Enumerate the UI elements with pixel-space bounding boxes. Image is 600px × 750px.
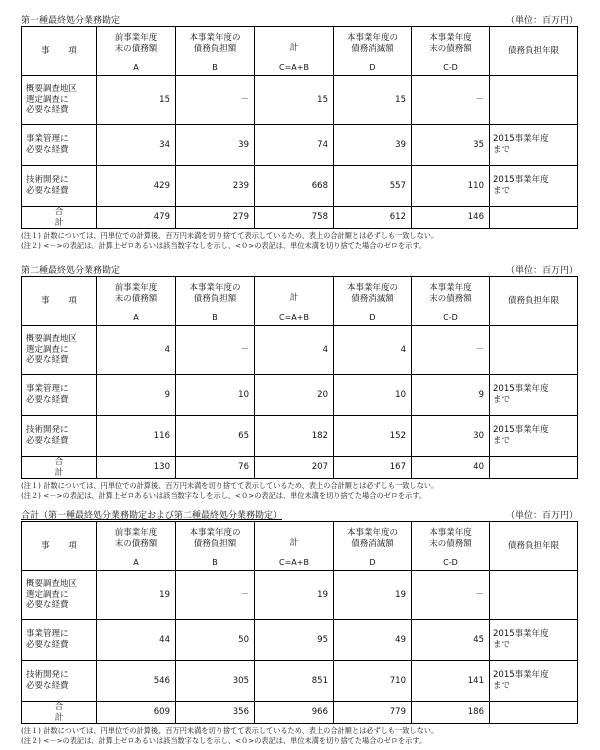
cell-limit: 2015事業年度 まで [490,375,578,416]
total-row [22,702,578,724]
cell-e: 35 [412,125,490,166]
header-item: 事 項 [22,522,97,571]
total-c: 966 [255,702,334,724]
header-row [22,27,578,76]
cell-e: 9 [412,375,490,416]
total-label: 合 計 [22,207,97,229]
cell-e: 141 [412,661,490,702]
cell-limit [490,571,578,620]
total-e: 40 [412,457,490,479]
cell-c: 74 [255,125,334,166]
section-title: 第一種最終処分業務勘定 [21,16,121,26]
header-col-b-key: B [212,558,218,567]
cell-b: － [176,326,255,375]
row-label: 事業管理に 必要な経費 [22,375,97,416]
footnotes [21,231,581,251]
header-col-f-label: 債務負担年限 [507,540,559,551]
header-col-a-key: A [133,558,139,567]
header-col-e [412,27,490,76]
cell-a: 4 [97,326,176,375]
cell-e: 45 [412,620,490,661]
header-col-a-label: 前事業年度 末の債務額 [114,283,158,304]
header-col-e-label: 本事業年度 末の債務額 [429,528,472,549]
header-col-c [255,27,334,76]
header-col-d-key: D [369,63,376,72]
table-row [22,76,578,125]
header-col-a-label: 前事業年度 末の債務額 [114,528,158,549]
total-a: 479 [97,207,176,229]
cell-b: 10 [176,375,255,416]
header-col-f [490,277,578,326]
cell-e: 110 [412,166,490,207]
header-col-a-key: A [133,313,139,322]
header-col-b-key: B [212,63,218,72]
cell-e: － [412,326,490,375]
total-e: 146 [412,207,490,229]
cell-b: － [176,571,255,620]
section-account-2 [21,264,581,501]
cell-b: 305 [176,661,255,702]
header-col-d-key: D [369,313,376,322]
cell-d: 152 [334,416,412,457]
section-account-combined [21,509,581,746]
cell-d: 39 [334,125,412,166]
row-label: 概要調査地区 選定調査に 必要な経費 [22,76,97,125]
cell-a: 546 [97,661,176,702]
footnote-1: (注１) 計数については、円単位での計算後、百万円未満を切り捨てて表示しているため、表上の合計額とは必ずしも一致しない。 [21,231,439,241]
cell-d: 10 [334,375,412,416]
total-b: 76 [176,457,255,479]
header-col-c-label: 計 [289,537,299,548]
debt-table [21,276,578,479]
total-c: 758 [255,207,334,229]
cell-c: 19 [255,571,334,620]
header-col-b-label: 本事業年度の 債務負担額 [189,33,241,54]
debt-table [21,26,578,229]
cell-a: 44 [97,620,176,661]
section-header [21,264,581,276]
cell-d: 15 [334,76,412,125]
header-item: 事 項 [22,27,97,76]
table-row [22,125,578,166]
footnote-1: (注１) 計数については、円単位での計算後、百万円未満を切り捨てて表示しているため、表上の合計額とは必ずしも一致しない。 [21,726,439,736]
header-col-c-key: C=A+B [279,558,309,567]
section-title: 第二種最終処分業務勘定 [21,266,121,276]
header-col-c-label: 計 [289,292,299,303]
header-col-f [490,27,578,76]
header-col-a-key: A [133,63,139,72]
header-col-f-label: 債務負担年限 [507,45,559,56]
table-row [22,416,578,457]
cell-e: － [412,571,490,620]
cell-limit: 2015事業年度 まで [490,166,578,207]
total-c: 207 [255,457,334,479]
cell-c: 15 [255,76,334,125]
cell-d: 710 [334,661,412,702]
cell-limit [490,76,578,125]
cell-a: 34 [97,125,176,166]
footnote-2: (注２) <－>の表記は、計算上ゼロあるいは該当数字なしを示し、<０>の表記は、単位未満を切り捨てた場合のゼロを示す。 [21,736,427,746]
cell-c: 182 [255,416,334,457]
header-col-e-label: 本事業年度 末の債務額 [429,33,472,54]
footnotes [21,726,581,746]
header-col-c [255,522,334,571]
cell-a: 19 [97,571,176,620]
header-col-e-key: C-D [443,63,458,72]
header-item: 事 項 [22,277,97,326]
header-col-d-label: 本事業年度の 債務消滅額 [346,283,398,304]
cell-b: 239 [176,166,255,207]
header-col-a-label: 前事業年度 末の債務額 [114,33,158,54]
header-col-e-key: C-D [443,558,458,567]
cell-c: 668 [255,166,334,207]
total-label: 合 計 [22,702,97,724]
table-row [22,166,578,207]
header-col-a [97,27,176,76]
unit-label: （単位：百万円） [505,16,578,26]
section-header [21,14,581,26]
header-col-c-label: 計 [289,42,299,53]
cell-limit: 2015事業年度 まで [490,661,578,702]
cell-c: 95 [255,620,334,661]
section-account-1 [21,14,581,251]
header-col-c-key: C=A+B [279,63,309,72]
row-label: 技術開発に 必要な経費 [22,661,97,702]
total-row [22,207,578,229]
cell-d: 49 [334,620,412,661]
header-col-a [97,522,176,571]
header-col-d [334,27,412,76]
total-label: 合 計 [22,457,97,479]
cell-limit: 2015事業年度 まで [490,620,578,661]
total-b: 279 [176,207,255,229]
cell-c: 4 [255,326,334,375]
table-row [22,375,578,416]
section-header [21,509,581,521]
cell-d: 19 [334,571,412,620]
header-col-b [176,277,255,326]
header-col-b-label: 本事業年度の 債務負担額 [189,528,241,549]
footnote-2: (注２) <－>の表記は、計算上ゼロあるいは該当数字なしを示し、<０>の表記は、単位未満を切り捨てた場合のゼロを示す。 [21,491,427,501]
table-row [22,571,578,620]
header-col-d-key: D [369,558,376,567]
header-col-d [334,522,412,571]
cell-e: 30 [412,416,490,457]
header-col-f-label: 債務負担年限 [507,295,559,306]
header-col-a [97,277,176,326]
header-col-b-key: B [212,313,218,322]
header-col-f [490,522,578,571]
cell-e: － [412,76,490,125]
row-label: 事業管理に 必要な経費 [22,125,97,166]
total-d: 167 [334,457,412,479]
cell-c: 851 [255,661,334,702]
cell-limit: 2015事業年度 まで [490,416,578,457]
header-col-c [255,277,334,326]
header-col-e [412,522,490,571]
header-col-b [176,27,255,76]
cell-a: 116 [97,416,176,457]
cell-d: 4 [334,326,412,375]
unit-label: （単位：百万円） [505,266,578,276]
header-col-d-label: 本事業年度の 債務消滅額 [346,528,398,549]
total-a: 609 [97,702,176,724]
header-col-d [334,277,412,326]
cell-c: 20 [255,375,334,416]
cell-a: 429 [97,166,176,207]
unit-label: （単位：百万円） [505,511,578,521]
row-label: 事業管理に 必要な経費 [22,620,97,661]
cell-limit: 2015事業年度 まで [490,125,578,166]
section-title: 合計（第一種最終処分業務勘定および第二種最終処分業務勘定） [21,511,283,521]
header-col-b-label: 本事業年度の 債務負担額 [189,283,241,304]
cell-b: － [176,76,255,125]
cell-limit [490,326,578,375]
total-a: 130 [97,457,176,479]
row-label: 技術開発に 必要な経費 [22,416,97,457]
header-col-c-key: C=A+B [279,313,309,322]
total-b: 356 [176,702,255,724]
cell-b: 50 [176,620,255,661]
total-d: 779 [334,702,412,724]
footnote-2: (注２) <－>の表記は、計算上ゼロあるいは該当数字なしを示し、<０>の表記は、単位未満を切り捨てた場合のゼロを示す。 [21,241,427,251]
footnote-1: (注１) 計数については、円単位での計算後、百万円未満を切り捨てて表示しているため、表上の合計額とは必ずしも一致しない。 [21,481,439,491]
table-row [22,326,578,375]
row-label: 概要調査地区 選定調査に 必要な経費 [22,571,97,620]
total-e: 186 [412,702,490,724]
header-col-e [412,277,490,326]
total-limit [490,702,578,724]
footnotes [21,481,581,501]
total-row [22,457,578,479]
total-limit [490,207,578,229]
table-row [22,661,578,702]
cell-a: 9 [97,375,176,416]
cell-a: 15 [97,76,176,125]
cell-d: 557 [334,166,412,207]
row-label: 概要調査地区 選定調査に 必要な経費 [22,326,97,375]
header-col-e-label: 本事業年度 末の債務額 [429,283,472,304]
header-row [22,522,578,571]
header-row [22,277,578,326]
header-col-b [176,522,255,571]
total-d: 612 [334,207,412,229]
header-col-d-label: 本事業年度の 債務消滅額 [346,33,398,54]
row-label: 技術開発に 必要な経費 [22,166,97,207]
cell-b: 39 [176,125,255,166]
total-limit [490,457,578,479]
debt-table [21,521,578,724]
header-col-e-key: C-D [443,313,458,322]
cell-b: 65 [176,416,255,457]
table-row [22,620,578,661]
